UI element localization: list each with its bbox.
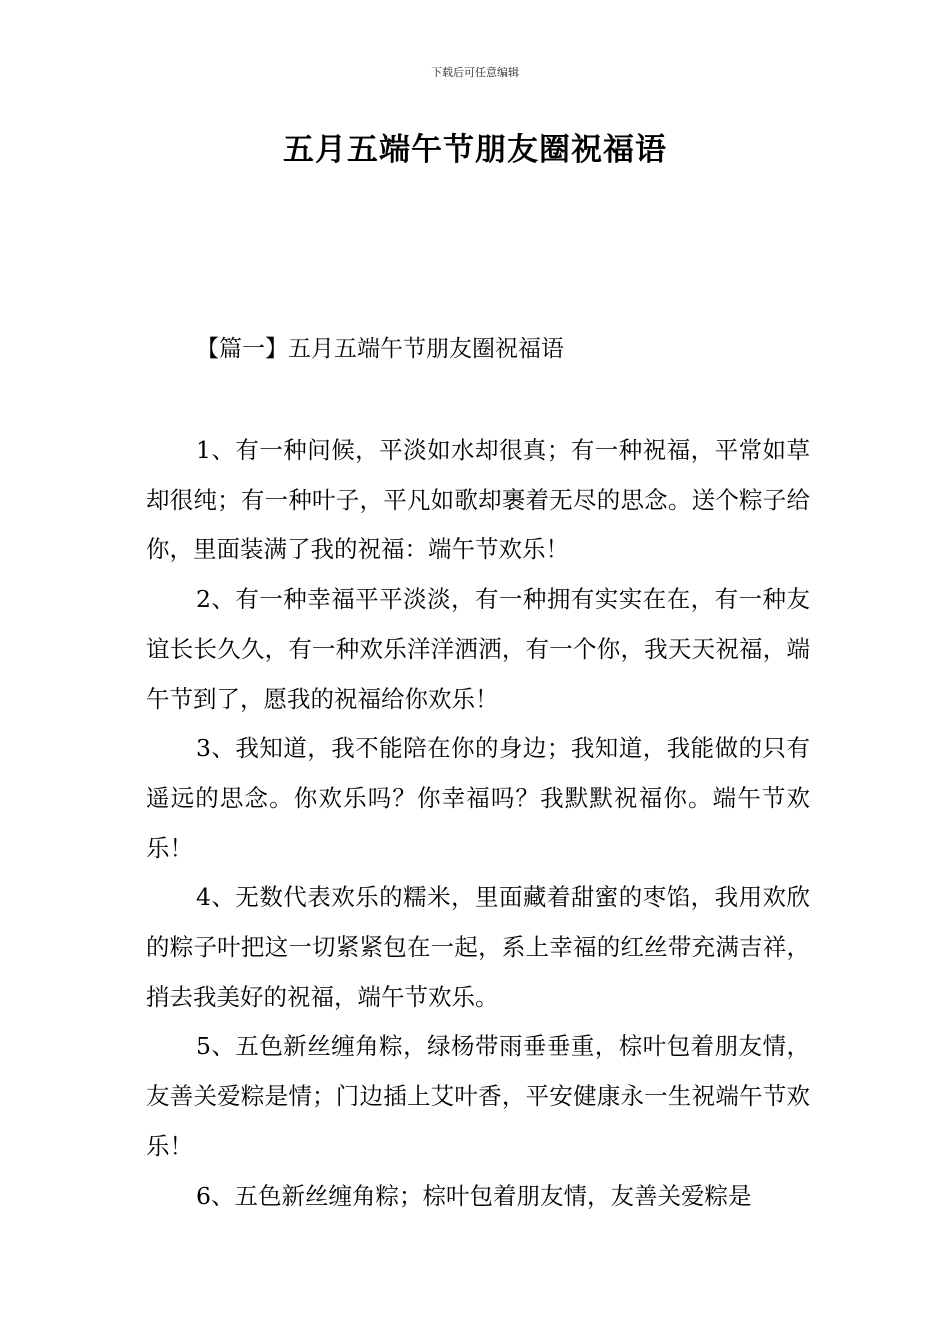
document-title: 五月五端午节朋友圈祝福语	[283, 132, 667, 168]
paragraph-1: 1、有一种问候，平淡如水却很真；有一种祝福，平常如草却很纯；有一种叶子，平凡如歌却裹着无尽的思念。送个粽子给你，里面装满了我的祝福：端午节欢乐！	[146, 436, 810, 564]
body-text	[146, 426, 810, 1221]
header-note: 下载后可任意编辑	[431, 66, 519, 79]
paragraph-6: 6、五色新丝缠角粽；棕叶包着朋友情，友善关爱粽是	[196, 1181, 752, 1210]
paragraph-4: 4、无数代表欢乐的糯米，里面藏着甜蜜的枣馅，我用欢欣的粽子叶把这一切紧紧包在一起，系上幸福的红丝带充满吉祥，捎去我美好的祝福，端午节欢乐。	[146, 883, 810, 1011]
section-heading: 【篇一】五月五端午节朋友圈祝福语	[196, 336, 564, 362]
paragraph-5: 5、五色新丝缠角粽，绿杨带雨垂垂重，棕叶包着朋友情，友善关爱粽是情；门边插上艾叶香，平安健康永一生祝端午节欢乐！	[146, 1032, 810, 1160]
paragraph-2: 2、有一种幸福平平淡淡，有一种拥有实实在在，有一种友谊长长久久，有一种欢乐洋洋洒洒，有一个你，我天天祝福，端午节到了，愿我的祝福给你欢乐！	[146, 585, 810, 713]
paragraph-3: 3、我知道，我不能陪在你的身边；我知道，我能做的只有遥远的思念。你欢乐吗？你幸福吗？我默默祝福你。端午节欢乐！	[146, 734, 810, 862]
